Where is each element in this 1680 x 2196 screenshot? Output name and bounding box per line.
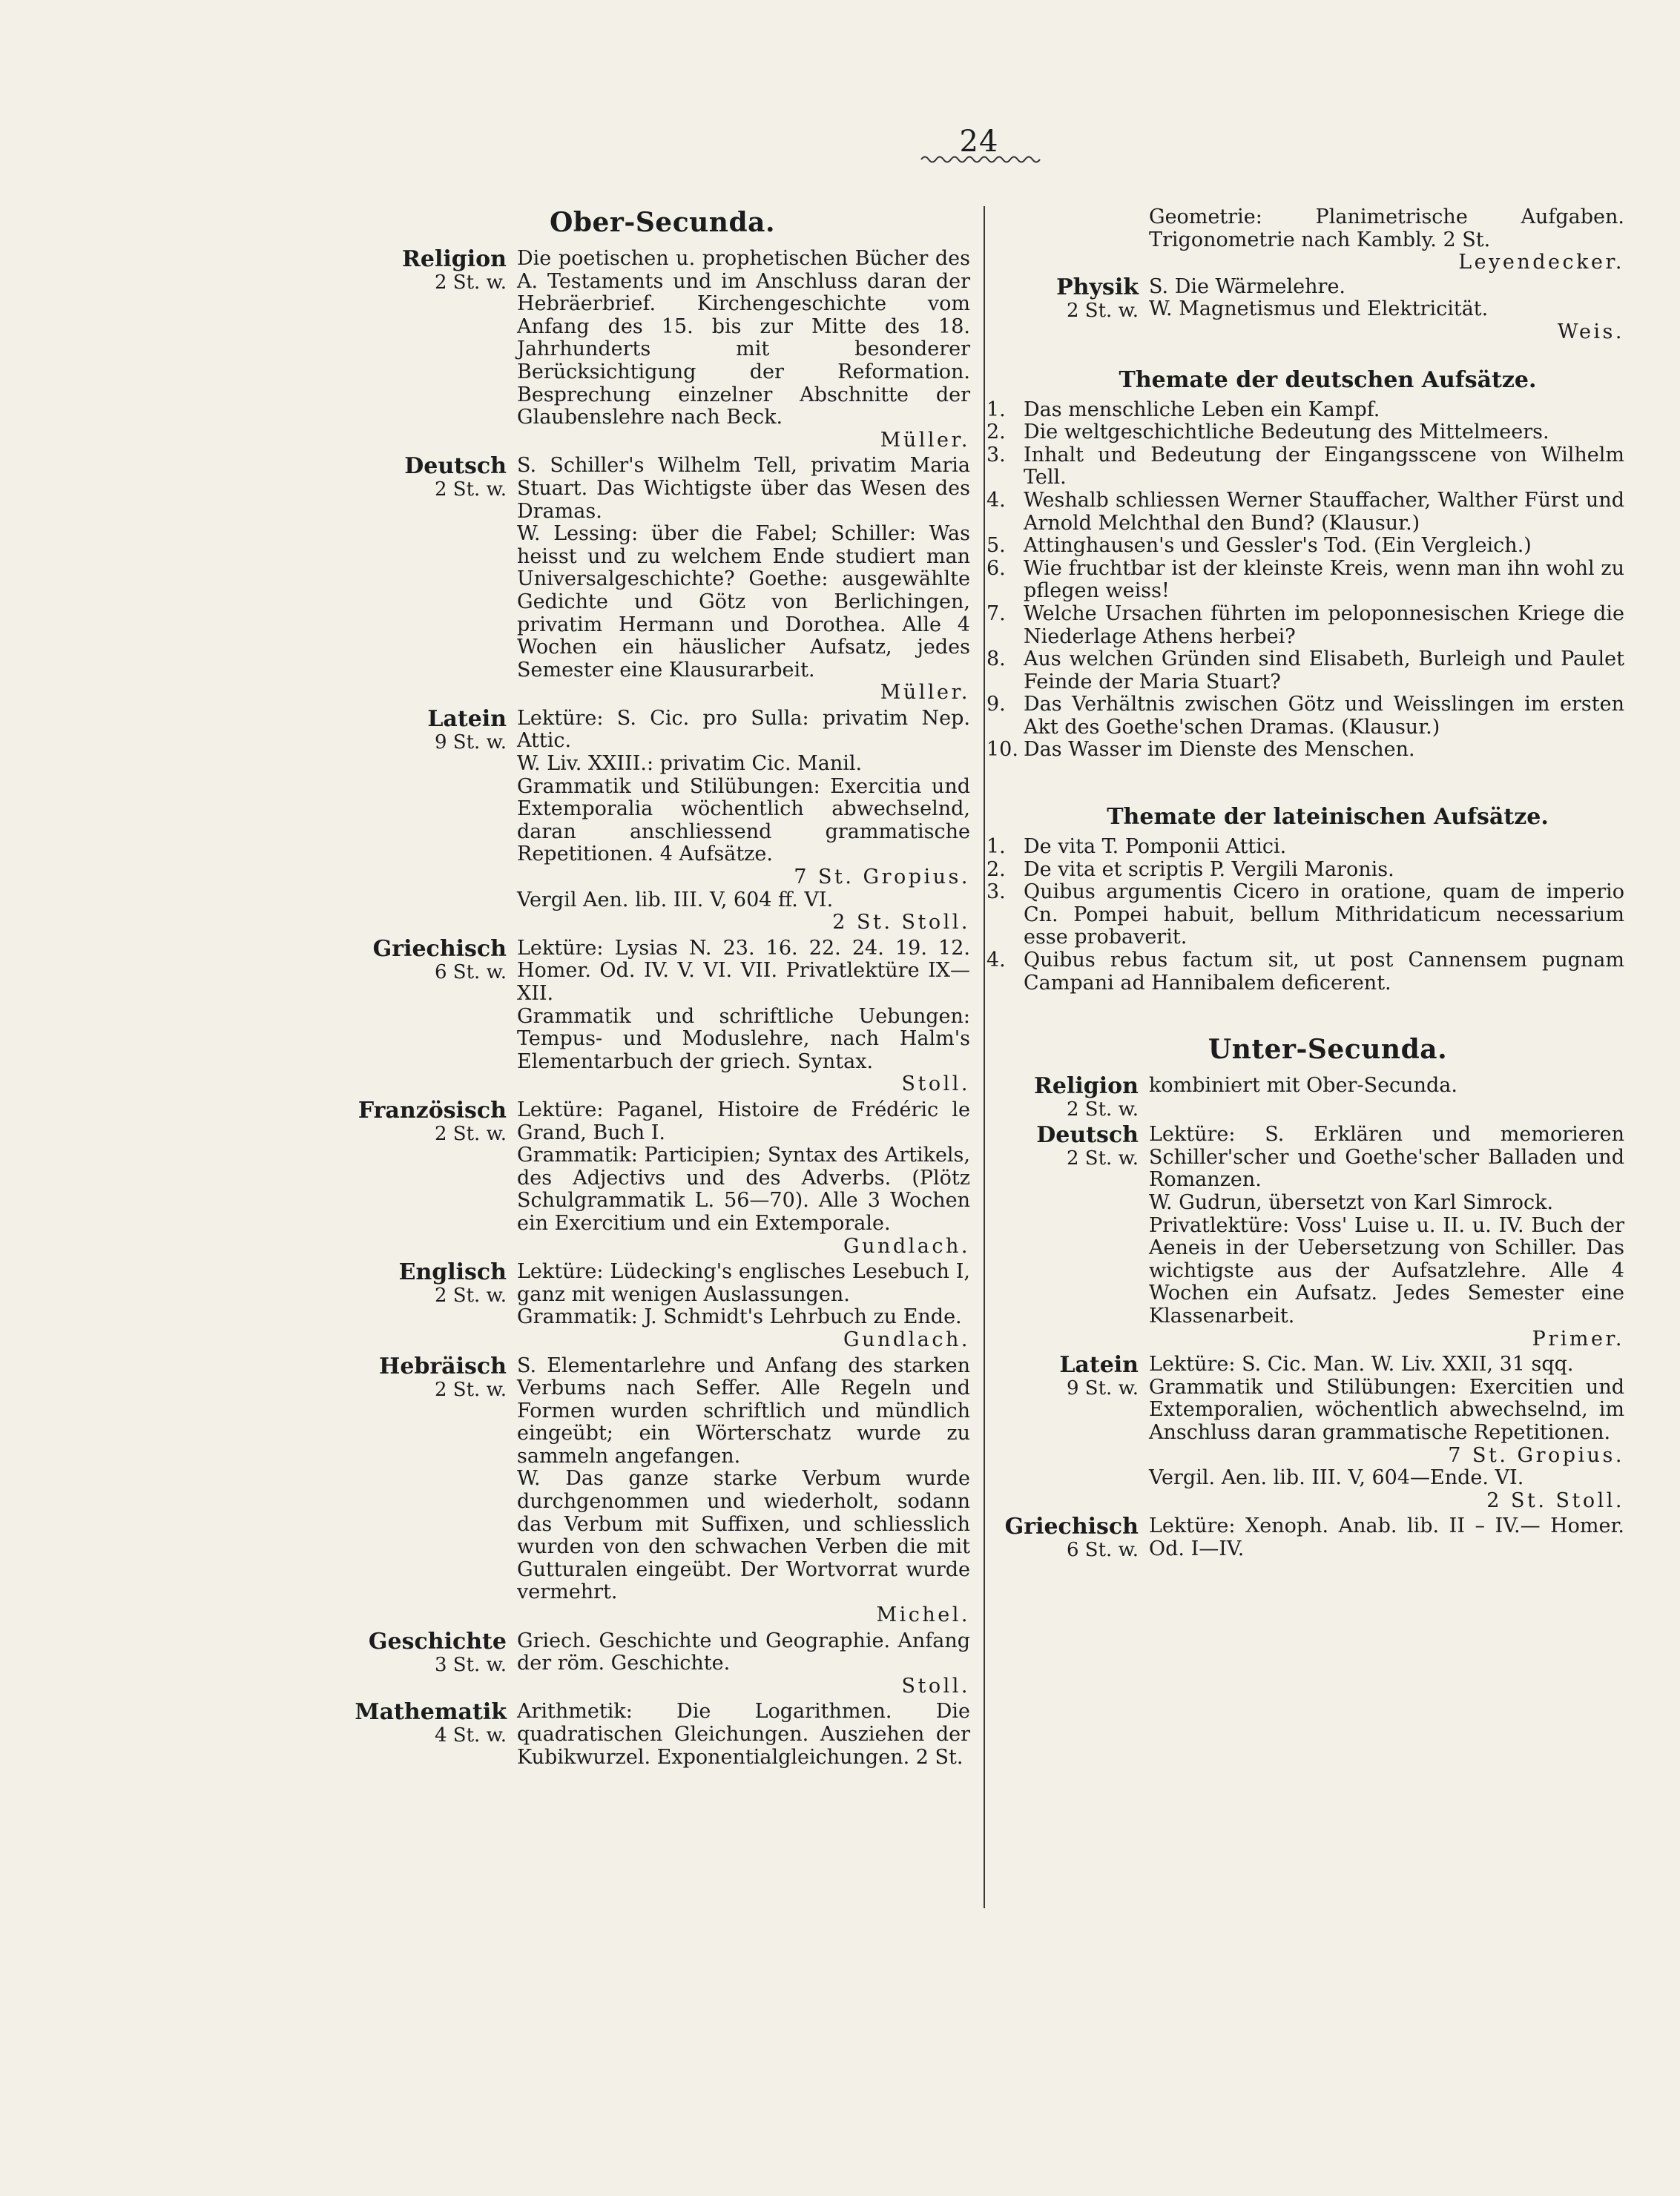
latin-themes-list [986, 836, 1624, 995]
teacher-name: 2 St. Stoll. [832, 911, 970, 934]
theme-text: Das Wasser im Dienste des Menschen. [1024, 738, 1415, 762]
subject-line: kombiniert mit Ober-Secunda. [1149, 1074, 1457, 1098]
subject-line: Grammatik: Participien; Syntax des Artikels, des Adjectivs und des Adverbs. (Plötz Schulgrammatik L. 56—70). Alle 3 Wochen ein Exercitium und ein Extemporale. [517, 1144, 970, 1235]
subject-line: S. Schiller's Wilhelm Tell, privatim Maria Stuart. Das Wichtigste über das Wesen des Dramas. [517, 454, 970, 523]
subject-label [986, 1124, 1139, 1351]
subject-name: Französisch [358, 1097, 507, 1124]
subject-line: Vergil. Aen. lib. III. V, 604—Ende. VI. [1149, 1466, 1524, 1490]
subject-body [1149, 1075, 1624, 1121]
teacher-name: 7 St. Gropius. [794, 865, 970, 889]
subject-hours: 6 St. w. [434, 960, 507, 983]
subject-line: Grammatik und schriftliche Uebungen: Tempus- und Moduslehre, nach Halm's Elementarbuch der griech. Syntax. [517, 1004, 970, 1073]
subject-body [517, 1701, 970, 1769]
subject-body [1149, 1124, 1624, 1351]
subject-name: Griechisch [1004, 1514, 1139, 1540]
teacher-name: Gundlach. [843, 1234, 970, 1258]
subject-line: Grammatik und Stilübungen: Exercitien und Extemporalien, wöchentlich abwechselnd, im Anschluss daran grammatische Repetitionen. [1149, 1375, 1624, 1444]
subject-label [986, 1075, 1139, 1121]
section-title-unter-secunda: Unter-Secunda. [1208, 1034, 1448, 1066]
teacher-name: Weis. [1557, 320, 1624, 343]
subject-name: Englisch [398, 1259, 507, 1286]
theme-item [986, 535, 1624, 558]
theme-text: Quibus rebus factum sit, ut post Cannensem pugnam Campani ad Hannibalem deficerent. [1024, 949, 1624, 995]
subject-line: Lektüre: Lysias N. 23. 16. 22. 24. 19. 12. Homer. Od. IV. V. VI. VII. Privatlektüre IX—XII. [517, 936, 970, 1005]
theme-text: Die weltgeschichtliche Bedeutung des Mittelmeers. [1024, 421, 1549, 444]
subject-englisch [355, 1261, 970, 1351]
theme-item [986, 648, 1624, 693]
subject-label [355, 248, 507, 452]
subject-geschichte [355, 1630, 970, 1698]
subject-label [355, 1630, 507, 1698]
theme-item [986, 603, 1624, 648]
subject-name: Deutsch [1036, 1122, 1139, 1149]
subject-label [986, 1515, 1139, 1561]
subject-label [355, 1355, 507, 1627]
subject-body [1149, 1515, 1624, 1561]
theme-item [986, 399, 1624, 422]
theme-number: 10. [986, 738, 1018, 762]
subject-line: Die poetischen u. prophetischen Bücher des A. Testaments und im Anschluss daran der Hebräerbrief. Kirchengeschichte vom Anfang des 15. bis zur Mitte des 18. Jahrhunderts mit besonderer Berücksichtigung der Reformation. Besprechung einzelner Abschnitte der Glaubenslehre nach Beck. [517, 247, 970, 429]
subject-line: Lektüre: S. Erklären und memorieren Schiller'scher und Goethe'scher Balladen und Romanzen. [1149, 1123, 1624, 1192]
subject-französisch [355, 1099, 970, 1258]
subject-griechisch [986, 1515, 1624, 1561]
theme-item [986, 693, 1624, 739]
latin-themes-title: Themate der lateinischen Aufsätze. [1107, 804, 1549, 831]
subject-latein [355, 705, 970, 934]
subject-line: S. Elementarlehre und Anfang des starken Verbums nach Seffer. Alle Regeln und Formen wurden schriftlich und mündlich eingeübt; ein Wörterschatz wurde zu sammeln angefangen. [517, 1353, 970, 1468]
theme-item [986, 558, 1624, 603]
theme-text: Wie fruchtbar ist der kleinste Kreis, wenn man ihn wohl zu pflegen weiss! [1024, 556, 1624, 603]
theme-text: Quibus argumentis Cicero in oratione, quam de imperio Cn. Pompei habuit, bellum Mithridaticum necessarium esse probaverit. [1024, 880, 1624, 949]
subject-label [355, 705, 507, 934]
subject-line: Lektüre: Xenoph. Anab. lib. II – IV.— Homer. Od. I—IV. [1149, 1514, 1624, 1560]
page-number: 24 [959, 125, 999, 159]
subject-religion [986, 1075, 1624, 1121]
subject-hours: 2 St. w. [434, 271, 507, 294]
subject-body [517, 455, 970, 705]
subject-name: Geschichte [368, 1628, 507, 1655]
theme-text: Das menschliche Leben ein Kampf. [1024, 398, 1380, 421]
subject-body [517, 248, 970, 452]
subject-line: Privatlektüre: Voss' Luise u. II. u. IV. Buch der Aeneis in der Uebersetzung von Schiller. Das wichtigste aus der Aufsatzlehre. Alle 4 Wochen ein Aufsatz. Jedes Semester eine Klassenarbeit. [1149, 1213, 1624, 1328]
subject-hours: 6 St. w. [1066, 1539, 1139, 1562]
subject-mathematik-continued [986, 206, 1624, 274]
subject-name: Religion [1033, 1073, 1139, 1100]
subject-label [355, 455, 507, 705]
teacher-name: Müller. [880, 428, 970, 452]
theme-number: 5. [986, 534, 1006, 558]
theme-number: 2. [986, 857, 1006, 881]
subject-line: W. Gudrun, übersetzt von Karl Simrock. [1149, 1191, 1554, 1214]
column-divider [984, 206, 985, 1908]
subject-name: Griechisch [372, 935, 507, 962]
subject-hours: 9 St. w. [1066, 1377, 1139, 1400]
teacher-name: Michel. [876, 1603, 970, 1627]
theme-number: 1. [986, 398, 1006, 421]
subject-line: Lektüre: Lüdecking's englisches Lesebuch I, ganz mit wenigen Auslassungen. [517, 1260, 970, 1306]
subject-label [986, 1353, 1139, 1512]
theme-number: 3. [986, 880, 1006, 904]
subject-name: Mathematik [355, 1699, 507, 1726]
subject-body [517, 1099, 970, 1258]
subject-latein [986, 1353, 1624, 1512]
subject-line: Lektüre: S. Cic. pro Sulla: privatim Nep. Attic. [517, 706, 970, 753]
theme-number: 8. [986, 647, 1006, 671]
theme-text: Das Verhältnis zwischen Götz und Weisslingen im ersten Akt des Goethe'schen Dramas. (Klausur.) [1024, 693, 1624, 739]
subject-deutsch [986, 1124, 1624, 1351]
subject-hours: 4 St. w. [434, 1724, 507, 1747]
subject-line: S. Die Wärmelehre. [1149, 274, 1346, 298]
theme-number: 4. [986, 949, 1006, 972]
subject-hours: 3 St. w. [434, 1653, 507, 1676]
theme-text: Inhalt und Bedeutung der Eingangsscene von Wilhelm Tell. [1024, 443, 1624, 489]
teacher-name: Stoll. [901, 1072, 970, 1096]
theme-item [986, 421, 1624, 444]
teacher-name: Leyendecker. [1458, 251, 1624, 274]
subject-hours: 2 St. w. [1066, 299, 1139, 322]
subject-deutsch [355, 455, 970, 705]
left-column [355, 206, 970, 1769]
subject-name: Deutsch [404, 453, 507, 480]
subject-body [517, 1261, 970, 1351]
theme-number: 6. [986, 556, 1006, 580]
subject-body [1149, 1353, 1624, 1512]
subject-line: Arithmetik: Die Logarithmen. Die quadratischen Gleichungen. Ausziehen der Kubikwurzel. Exponentialgleichungen. 2 St. [517, 1700, 970, 1769]
subject-religion [355, 248, 970, 452]
subject-line: Lektüre: S. Cic. Man. W. Liv. XXII, 31 sqq. [1149, 1353, 1574, 1376]
subject-line: Geometrie: Planimetrische Aufgaben. Trigonometrie nach Kambly. 2 St. [1149, 205, 1624, 251]
subject-line: Grammatik und Stilübungen: Exercitia und Extemporalia wöchentlich abwechselnd, daran anschliessend grammatische Repetitionen. 4 Aufsätze. [517, 774, 970, 866]
theme-number: 1. [986, 835, 1006, 859]
teacher-name: Stoll. [901, 1674, 970, 1698]
subject-name: Physik [1056, 274, 1139, 300]
wavy-ornament-icon [920, 153, 1046, 166]
german-themes-list [986, 399, 1624, 762]
subject-line: Lektüre: Paganel, Histoire de Frédéric le Grand, Buch I. [517, 1098, 970, 1144]
theme-item [986, 739, 1624, 762]
subject-line: Vergil Aen. lib. III. V, 604 ff. VI. [517, 888, 834, 911]
subject-hours: 2 St. w. [1066, 1098, 1139, 1121]
teacher-name: Primer. [1532, 1327, 1624, 1351]
theme-number: 4. [986, 488, 1006, 512]
subject-line: W. Das ganze starke Verbum wurde durchgenommen und wiederholt, sodann das Verbum mit Suffixen, und schliesslich wurden von den schwachen Verben die mit Gutturalen eingeübt. Der Wortvorrat wurde vermehrt. [517, 1467, 970, 1604]
theme-item [986, 444, 1624, 489]
subject-physik [986, 276, 1624, 344]
subject-griechisch [355, 937, 970, 1096]
subject-line: W. Lessing: über die Fabel; Schiller: Was heisst und zu welchem Ende studiert man Universalgeschichte? Goethe: ausgewählte Gedichte und Götz von Berlichingen, privatim Hermann und Dorothea. Alle 4 Wochen ein häuslicher Aufsatz, jedes Semester eine Klausurarbeit. [517, 522, 970, 682]
theme-item [986, 836, 1624, 859]
subject-label [355, 1099, 507, 1258]
theme-text: Aus welchen Gründen sind Elisabeth, Burleigh und Paulet Feinde der Maria Stuart? [1024, 647, 1624, 693]
left-subject-list [355, 248, 970, 1769]
subject-name: Latein [1059, 1352, 1139, 1379]
subject-body [517, 1355, 970, 1627]
subject-hours: 2 St. w. [434, 478, 507, 501]
teacher-name: 7 St. Gropius. [1448, 1443, 1624, 1467]
teacher-name: 2 St. Stoll. [1486, 1488, 1624, 1512]
theme-item [986, 949, 1624, 995]
subject-hours: 2 St. w. [1066, 1147, 1139, 1170]
subject-hours: 2 St. w. [434, 1122, 507, 1145]
teacher-name: Müller. [880, 681, 970, 705]
subject-line: W. Liv. XXIII.: privatim Cic. Manil. [517, 752, 863, 776]
subject-hours: 2 St. w. [434, 1378, 507, 1401]
subject-line: W. Magnetismus und Elektricität. [1149, 297, 1489, 321]
theme-item [986, 881, 1624, 949]
right-subject-list [986, 1075, 1624, 1561]
theme-text: Welche Ursachen führten im peloponnesischen Kriege die Niederlage Athens herbei? [1024, 601, 1624, 648]
subject-label [355, 1261, 507, 1351]
theme-text: De vita T. Pomponii Attici. [1024, 835, 1287, 859]
subject-name: Religion [401, 246, 507, 272]
subject-body [517, 1630, 970, 1698]
subject-label [355, 937, 507, 1096]
theme-item [986, 859, 1624, 882]
subject-line: Grammatik: J. Schmidt's Lehrbuch zu Ende. [517, 1305, 962, 1329]
subject-name: Hebräisch [378, 1353, 507, 1379]
subject-mathematik [355, 1701, 970, 1769]
right-column [986, 206, 1624, 1561]
theme-number: 2. [986, 421, 1006, 444]
theme-number: 3. [986, 443, 1006, 466]
theme-text: De vita et scriptis P. Vergili Maronis. [1024, 857, 1394, 881]
theme-number: 7. [986, 601, 1006, 625]
subject-label [355, 1701, 507, 1769]
theme-text: Weshalb schliessen Werner Stauffacher, Walther Fürst und Arnold Melchthal den Bund? (Klausur.) [1024, 488, 1624, 535]
teacher-name: Gundlach. [843, 1328, 970, 1351]
theme-text: Attinghausen's und Gessler's Tod. (Ein Vergleich.) [1024, 534, 1532, 558]
subject-hours: 9 St. w. [434, 731, 507, 754]
subject-line: Griech. Geschichte und Geographie. Anfang der röm. Geschichte. [517, 1629, 970, 1675]
section-title-ober-secunda: Ober-Secunda. [549, 207, 776, 238]
subject-body [517, 937, 970, 1096]
subject-hebräisch [355, 1355, 970, 1627]
theme-item [986, 489, 1624, 535]
theme-number: 9. [986, 693, 1006, 716]
german-themes-title: Themate der deutschen Aufsätze. [1119, 366, 1537, 393]
subject-hours: 2 St. w. [434, 1285, 507, 1308]
subject-name: Latein [427, 705, 507, 732]
subject-body [517, 708, 970, 934]
